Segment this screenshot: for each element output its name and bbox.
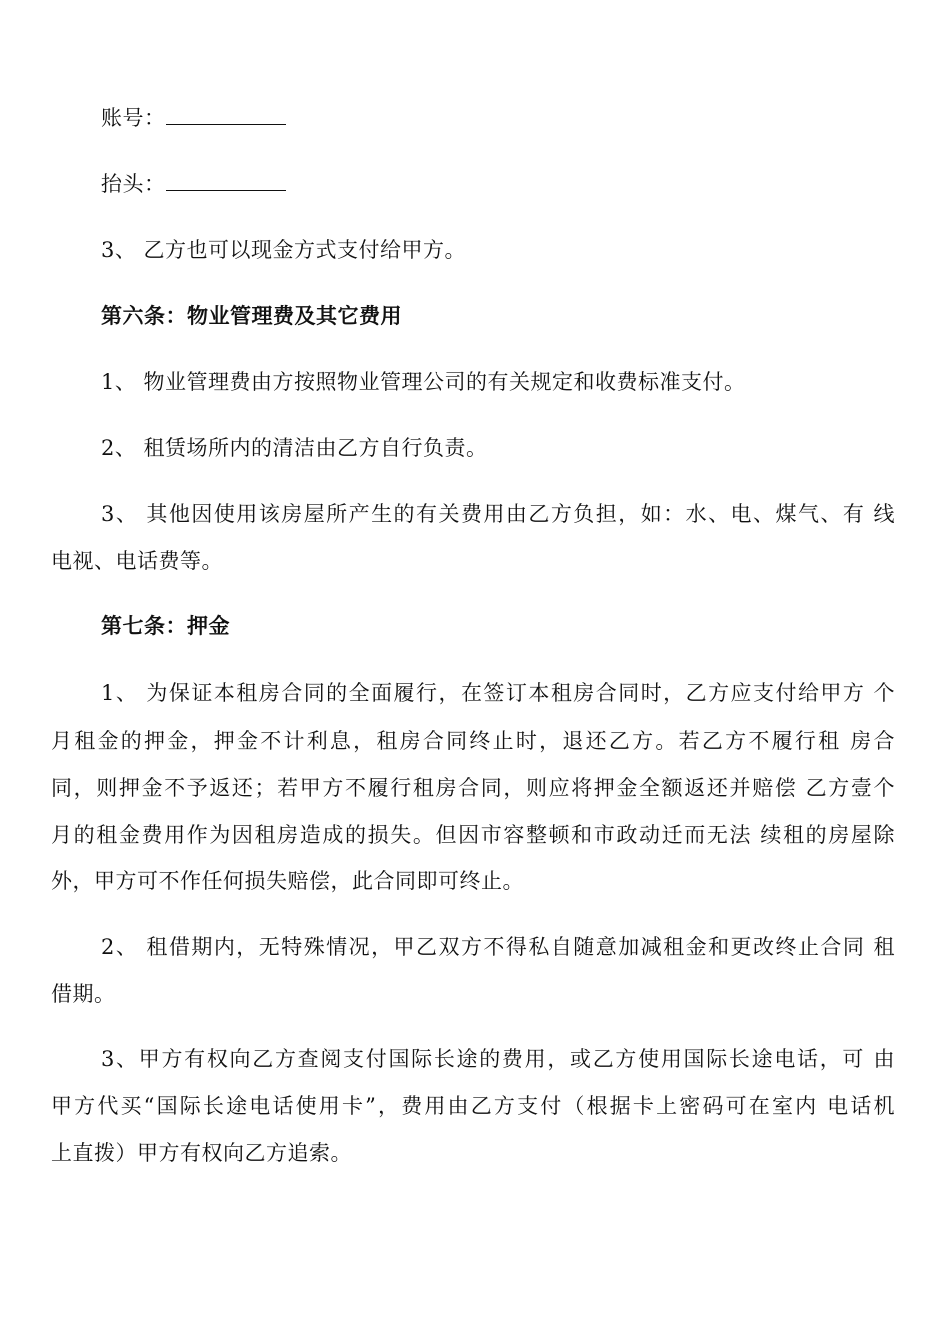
article-7-item-2-line-1: 2、 租借期内，无特殊情况，甲乙双方不得私自随意加减租金和更改终止合同 租 xyxy=(101,935,895,959)
cash-payment-paragraph: 3、 乙方也可以现金方式支付给甲方。 xyxy=(101,238,467,262)
article-7-title: 第七条：押金 xyxy=(101,613,230,638)
article-7-item-1-line-5: 外，甲方可不作任何损失赔偿，此合同即可终止。 xyxy=(51,869,524,893)
payee-label: 抬头： xyxy=(101,172,166,196)
article-7-item-3-line-3: 上直拨）甲方有权向乙方追索。 xyxy=(51,1141,352,1165)
payee-line xyxy=(101,172,286,196)
article-6-title: 第六条：物业管理费及其它费用 xyxy=(101,303,402,328)
article-7-item-3-line-2: 甲方代买“国际长途电话使用卡”，费用由乙方支付（根据卡上密码可在室内 电话机 xyxy=(51,1094,895,1118)
article-6-item-3-line-2: 电视、电话费等。 xyxy=(51,549,223,573)
account-label: 账号： xyxy=(101,106,166,130)
article-7-item-1-line-2: 月租金的押金，押金不计利息，租房合同终止时，退还乙方。若乙方不履行租 房合 xyxy=(51,729,895,753)
article-6-item-3-line-1: 3、 其他因使用该房屋所产生的有关费用由乙方负担，如：水、电、煤气、有 线 xyxy=(101,502,895,526)
article-7-item-3-line-1: 3、甲方有权向乙方查阅支付国际长途的费用，或乙方使用国际长途电话，可 由 xyxy=(101,1047,895,1071)
account-blank xyxy=(166,110,286,125)
article-7-item-1-line-4: 月的租金费用作为因租房造成的损失。但因市容整顿和市政动迁而无法 续租的房屋除 xyxy=(51,823,895,847)
account-line xyxy=(101,106,286,130)
article-6-item-2: 2、 租赁场所内的清洁由乙方自行负责。 xyxy=(101,436,488,460)
payee-blank xyxy=(166,176,286,191)
article-7-item-1-line-3: 同，则押金不予返还；若甲方不履行租房合同，则应将押金全额返还并赔偿 乙方壹个 xyxy=(51,776,896,800)
article-7-item-1-line-1: 1、 为保证本租房合同的全面履行，在签订本租房合同时，乙方应支付给甲方 个 xyxy=(101,681,895,705)
article-6-item-1: 1、 物业管理费由方按照物业管理公司的有关规定和收费标准支付。 xyxy=(101,370,746,394)
article-7-item-2-line-2: 借期。 xyxy=(51,982,116,1006)
